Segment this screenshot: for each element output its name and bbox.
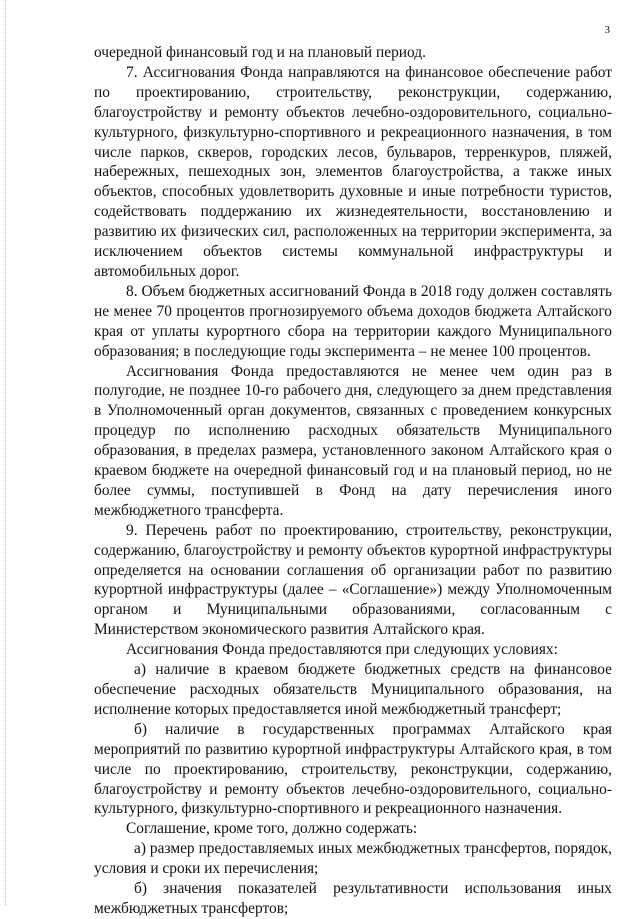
- paragraph-agreement-a: а) размер предоставляемых иных межбюджетных трансфертов, порядок, условия и сроки их перечисления;: [94, 840, 612, 878]
- paragraph-conditions-intro: Ассигнования Фонда предоставляются при следующих условиях:: [126, 641, 558, 659]
- paragraph-agreement-b: б) значения показателей результативности использования иных межбюджетных трансфертов;: [94, 880, 612, 917]
- paragraph-condition-a: а) наличие в краевом бюджете бюджетных средств на финансовое обеспечение расходных обязательств Муниципального образования, на исполнение которых предоставляется иной межбюджетный трансферт;: [94, 661, 612, 718]
- paragraph-item-8: 8. Объем бюджетных ассигнований Фонда в 2018 году должен составлять не менее 70 процентов прогнозируемого объема доходов бюджета Алтайского края от уплаты курортного сбора на территории каждого Муниципального образования; в последующие годы эксперимента – не менее 100 процентов.: [94, 282, 612, 360]
- paragraph-item-7: 7. Ассигнования Фонда направляются на финансовое обеспечение работ по проектированию, строительству, реконструкции, содержанию, благоустройству и ремонту объектов лечебно-оздоровительного, социально-культурного, физкультурно-спортивного и рекреационного назначения, в том числе парков, скверов, городских лесов, бульваров, терренкуров, пляжей, набережных, пешеходных зон, элементов благоустройства, а также иных объектов, способных удовлетворить духовные и иные потребности туристов, содействовать поддержанию их жизнедеятельности, восстановлению и развитию их физических сил, расположенных на территории эксперимента, за исключением объектов системы коммунальной инфраструктуры и автомобильных дорог.: [94, 63, 612, 280]
- paragraph-allocation-terms: Ассигнования Фонда предоставляются не менее чем один раз в полугодие, не позднее 10-го рабочего дня, следующего за днем представления в Уполномоченный орган документов, связанных с проведением конкурсных процедур по исполнению расходных обязательств Муниципального образования, в пределах размера, установленного законом Алтайского края о краевом бюджете на очередной финансовый год и на плановый период, но не более суммы, поступившей в Фонд на дату перечисления иного межбюджетного трансферта.: [94, 362, 612, 519]
- page-number: 3: [604, 24, 610, 36]
- paragraph-agreement-intro: Соглашение, кроме того, должно содержать:: [126, 820, 418, 838]
- paragraph-item-9: 9. Перечень работ по проектированию, строительству, реконструкции, содержанию, благоустройству и ремонту объектов курортной инфраструктуры определяется на основании соглашения об организации работ по развитию курортной инфраструктуры (далее – «Соглашение») между Уполномоченным органом и Муниципальными образованиями, согласованным с Министерством экономического развития Алтайского края.: [94, 521, 612, 639]
- paragraph-continuation: очередной финансовый год и на плановый период.: [94, 44, 426, 61]
- document-body: [94, 43, 612, 919]
- paragraph-condition-b: б) наличие в государственных программах Алтайского края мероприятий по развитию курортной инфраструктуры Алтайского края, в том числе по проектированию, строительству, реконструкции, содержанию, благоустройству и ремонту объектов лечебно-оздоровительного, социально-культурного, физкультурно-спортивного и рекреационного назначения.: [94, 720, 612, 818]
- scan-margin-marks: [5, 0, 10, 905]
